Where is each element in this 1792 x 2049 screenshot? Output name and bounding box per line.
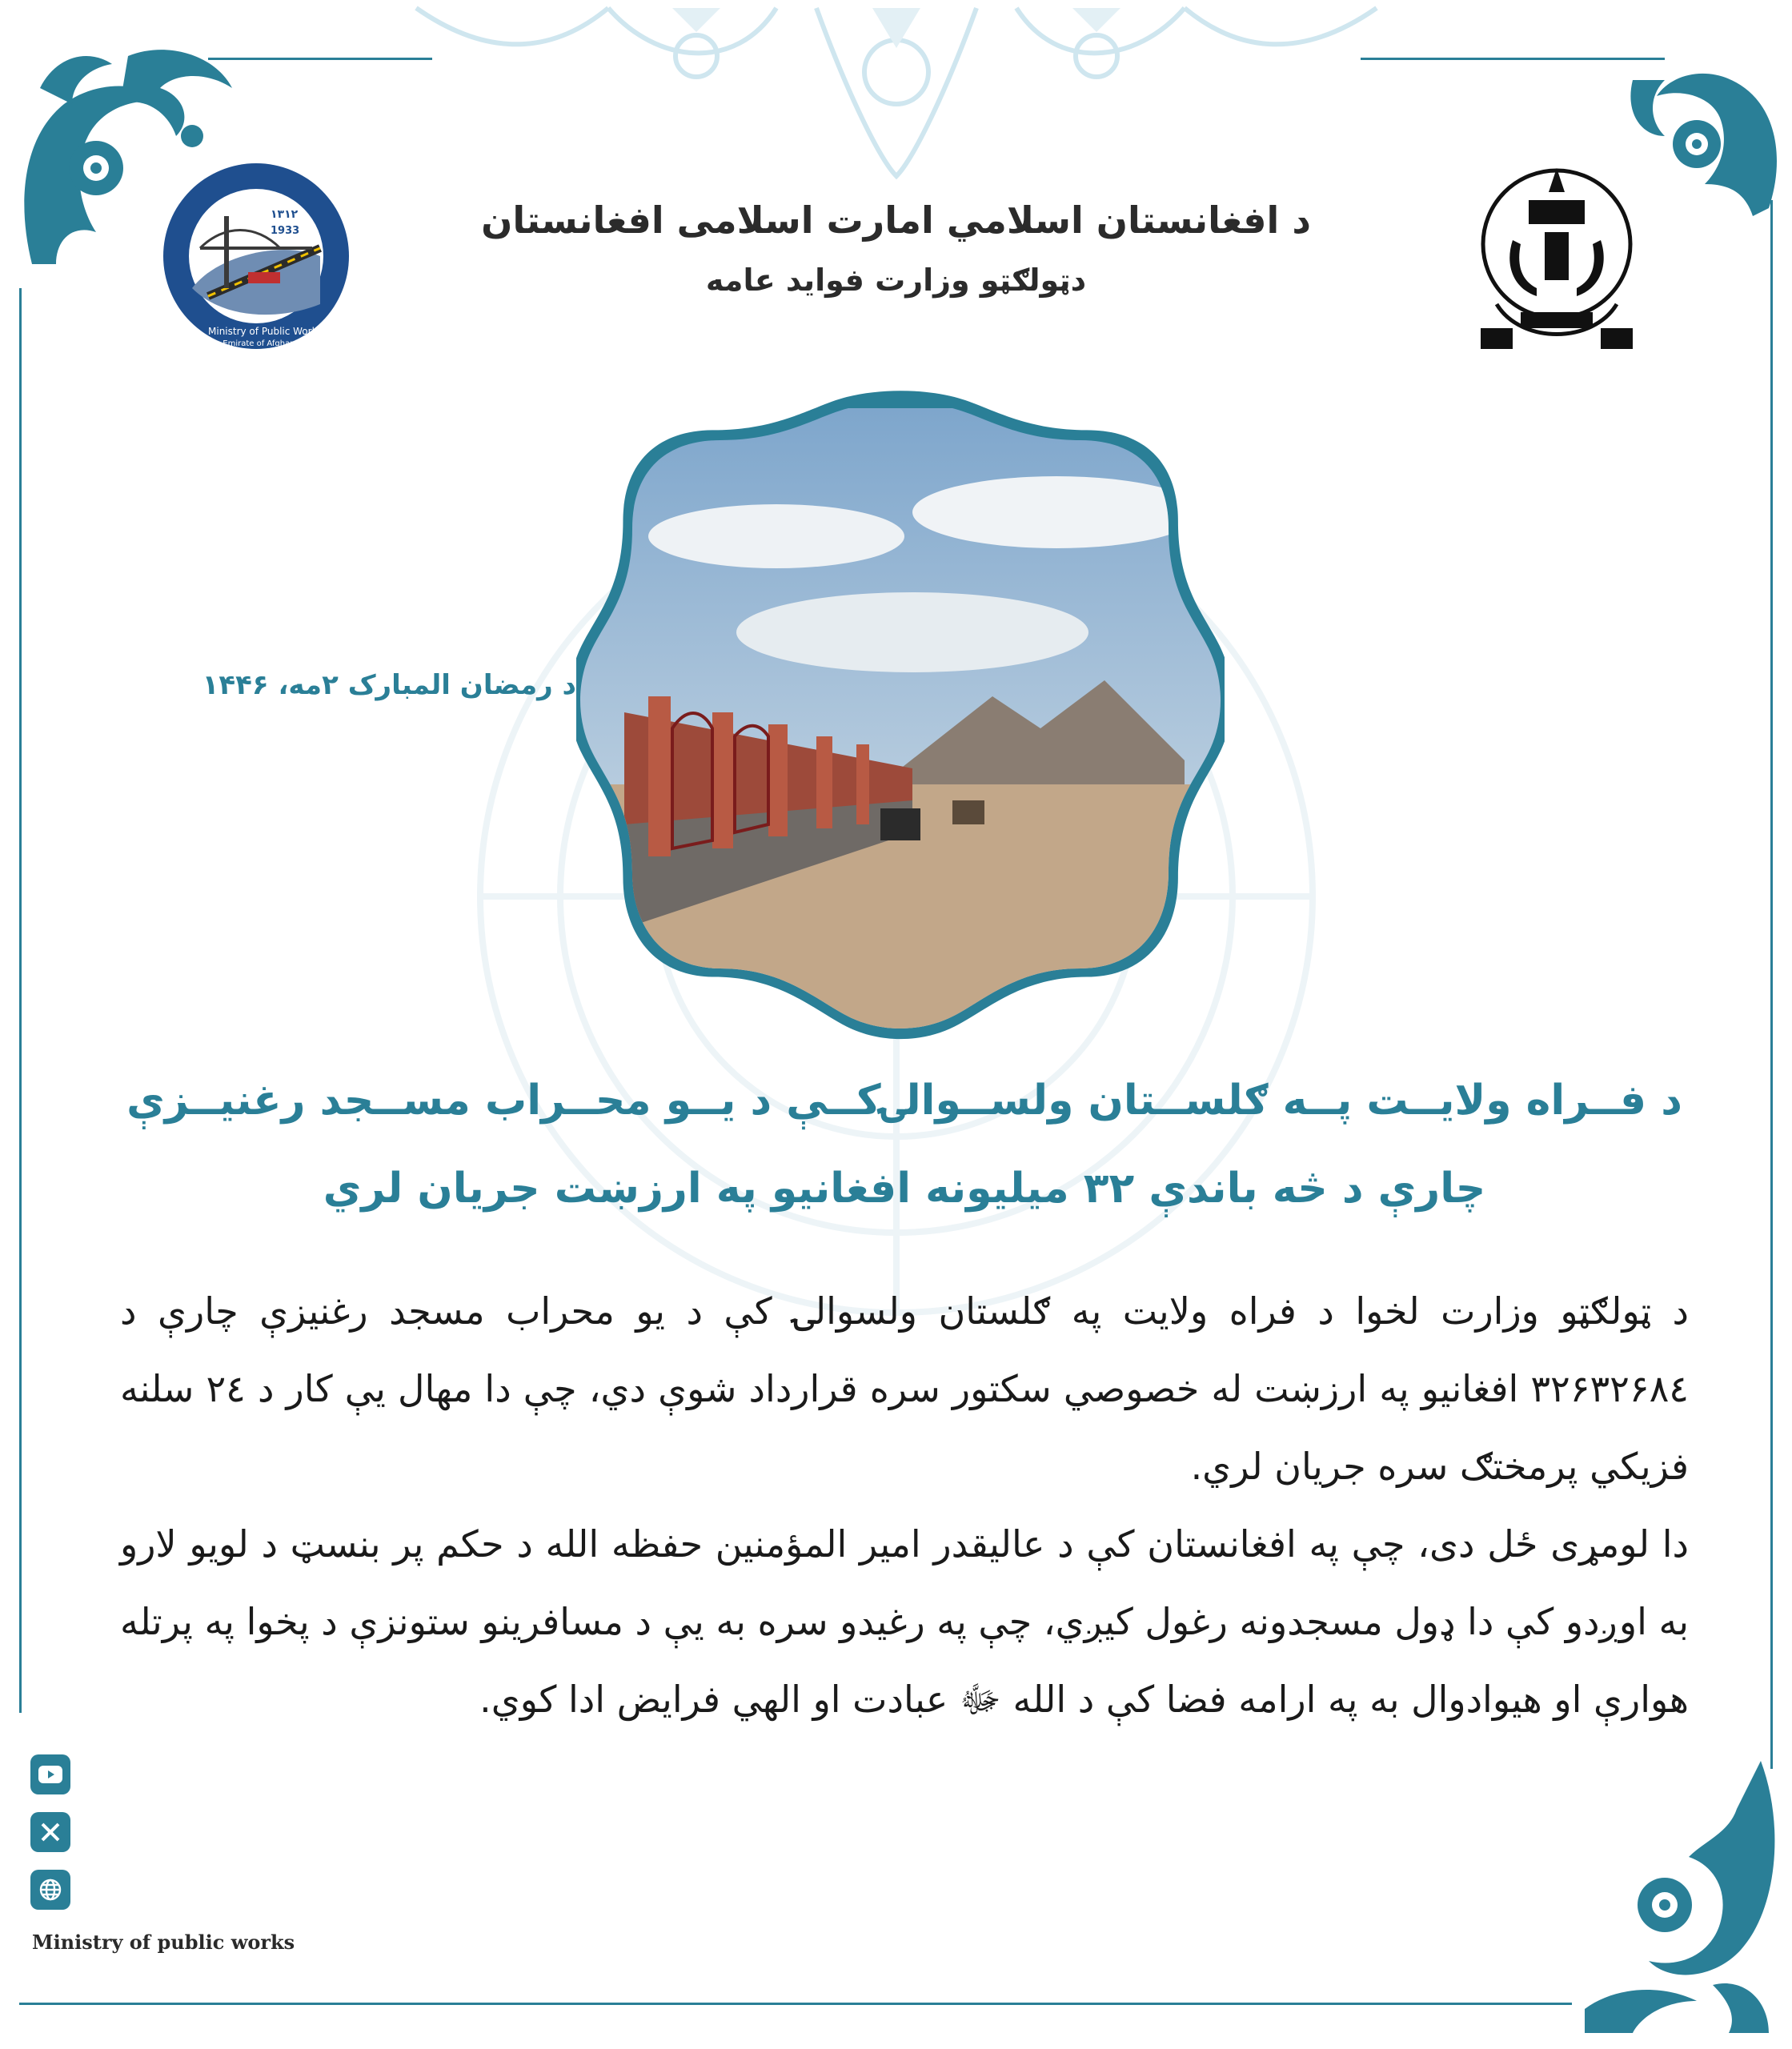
social-icons: [30, 1754, 75, 1927]
x-icon[interactable]: [30, 1812, 70, 1852]
youtube-icon[interactable]: [30, 1754, 70, 1794]
project-photo: [576, 384, 1225, 1049]
logo-year-hijri: ۱۳۱۲: [271, 208, 299, 221]
footer-ministry-label: Ministry of public works: [32, 1931, 295, 1954]
headline-line-1: د فــراه ولايــت پــه ګلســتان ولســوالۍکــې د يــو محــراب مســجد رغنيــزې: [126, 1077, 1682, 1125]
body-paragraph-1: د ټولګټو وزارت لخوا د فراه ولايت په ګلستان ولسوالۍ کې د يو محراب مسجد رغنيزې چارې د ۳۲۶۳۲۶۸٤ افغانيو په ارزښت له خصوصي سکتور سره قرارداد شوې دي، چې دا مهال يې کار د ۲٤ سلنه فزيکي پرمختګ سره جريان لري.: [120, 1289, 1689, 1488]
logo-emirate-en: Islamic Emirate of Afghanistan: [192, 339, 315, 348]
headline: [120, 1057, 1689, 1233]
top-center-ornament: [400, 0, 1393, 192]
headline-line-2: چارې د څه باندې ۳۲ ميليونه افغانيو په ارزښت جريان لري: [323, 1165, 1486, 1213]
article-body: [120, 1273, 1689, 1738]
logo-year: 1933: [271, 225, 300, 237]
date-label: د رمضان المبارک ۲مه، ۱۴۴۶: [202, 669, 576, 701]
frame-left-line: [19, 288, 22, 1713]
globe-icon[interactable]: [30, 1870, 70, 1910]
frame-right-line: [1770, 200, 1773, 1769]
logo-ministry-en: Ministry of Public Works: [208, 326, 323, 337]
body-paragraph-2: دا لومړی ځل دی، چې په افغانستان کې د عاليقدر امير المؤمنين حفظه الله د حکم پر بنسټ د لويو لارو به اوږدو کې دا ډول مسجدونه رغول کيږي، چې په رغيدو سره به يې د مسافرينو ستونزې د پخوا په پرتله هوارې او هيوادوال به په ارامه فضا کې د الله ﷻ عبادت او الهي فرايض ادا کوي.: [120, 1522, 1689, 1721]
header-line-1: د افغانستان اسلامي امارت اسلامی افغانستان: [481, 198, 1311, 242]
corner-ornament-bottom-right: [1569, 1745, 1785, 2041]
header: [0, 198, 1792, 298]
frame-bottom-line: [19, 2003, 1572, 2005]
header-line-2: دټولګټو وزارت فواید عامه: [705, 263, 1087, 298]
